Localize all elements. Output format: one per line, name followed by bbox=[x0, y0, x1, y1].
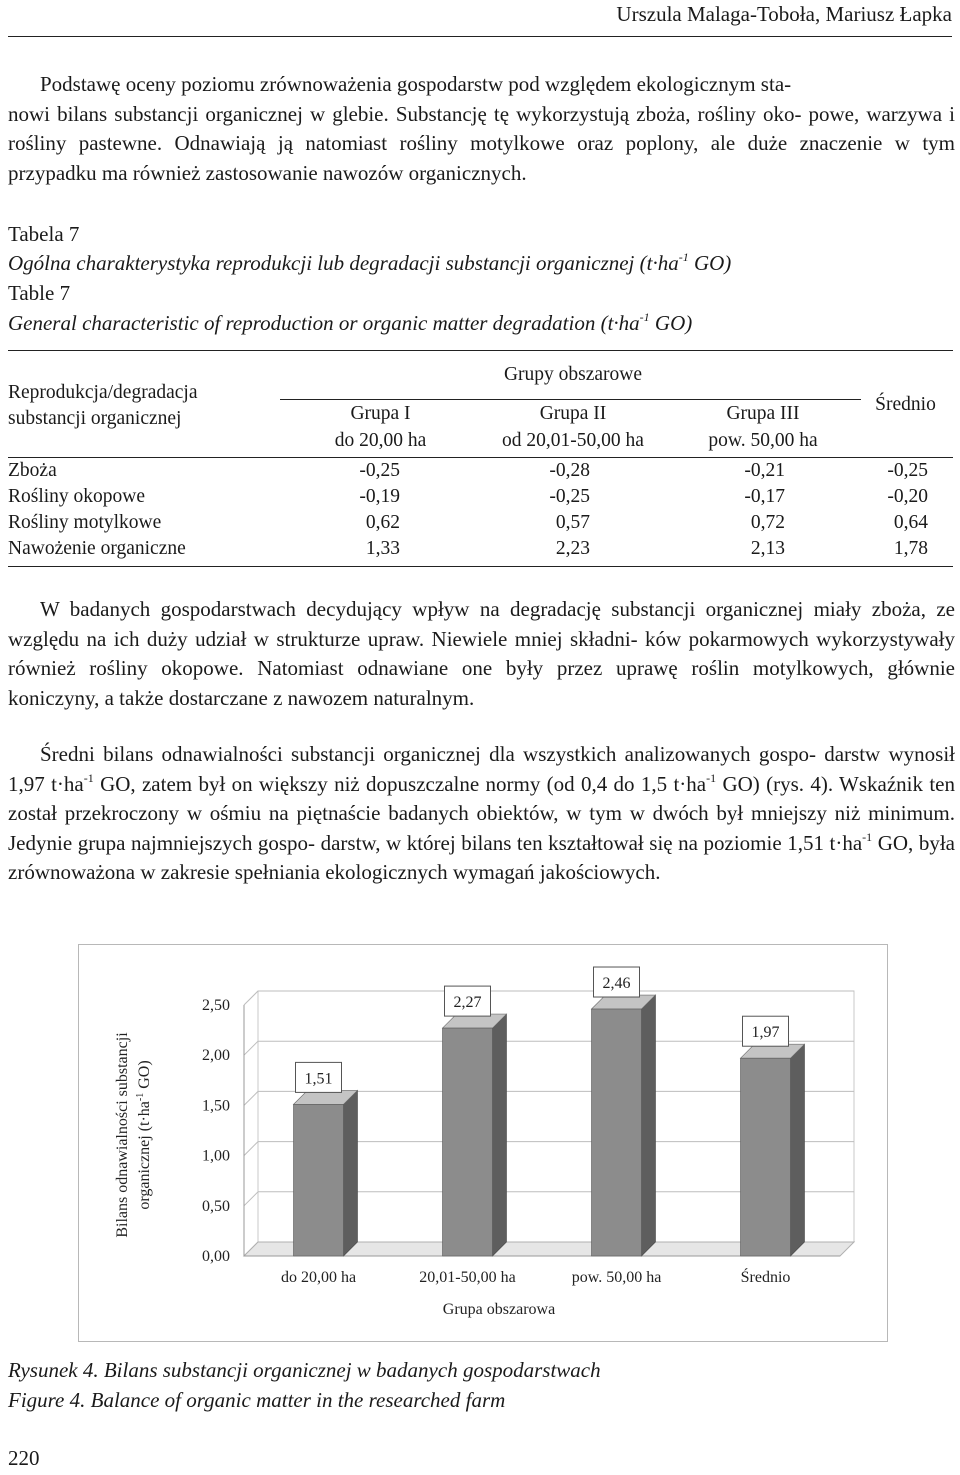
table-header-rule bbox=[8, 457, 953, 458]
cell-grupa-3: 2,13 bbox=[750, 538, 785, 559]
gridline-depth bbox=[244, 991, 258, 1005]
dot-operator: · bbox=[56, 771, 64, 796]
col-header-grupa-2-range: od 20,01-50,00 ha bbox=[502, 430, 644, 451]
paragraph-balance-part2: GO, zatem był on większy niż dopuszczalne normy (od 0,4 do 1,5 t bbox=[93, 771, 680, 796]
bar-side bbox=[344, 1090, 358, 1256]
y-axis-title-line2-text: organicznej (t·ha bbox=[136, 1101, 153, 1210]
unit-sup: -1 bbox=[862, 829, 873, 844]
paragraph-balance bbox=[8, 740, 955, 888]
bar-side bbox=[493, 1014, 507, 1256]
page-number: 220 bbox=[8, 1446, 40, 1470]
row-header-line1: Reprodukcja/degradacja bbox=[8, 382, 198, 403]
data-label: 2,46 bbox=[602, 975, 631, 993]
cell-grupa-1: -0,25 bbox=[359, 460, 400, 481]
gridline-depth bbox=[244, 1091, 258, 1105]
bar-side bbox=[642, 995, 656, 1256]
gridline-depth bbox=[244, 1041, 258, 1055]
cell-grupa-3: -0,17 bbox=[744, 486, 785, 507]
dot-operator: · bbox=[679, 771, 687, 796]
col-header-grupa-3: Grupa III bbox=[726, 403, 800, 424]
unit-ha: ha bbox=[686, 771, 707, 796]
figure-caption-pl: Rysunek 4. Bilans substancji organicznej w badanych gospodarstwach bbox=[8, 1358, 601, 1382]
paragraph-balance-part1: Średni bilans odnawialności substancji organicznej dla wszystkich analizowanych gospo- darstw wynosił 1,97 t bbox=[8, 742, 955, 796]
dot-operator: · bbox=[835, 830, 843, 855]
x-axis-title: Grupa obszarowa bbox=[442, 1301, 556, 1318]
bar bbox=[443, 1028, 493, 1256]
bar bbox=[741, 1058, 791, 1256]
bar bbox=[592, 1009, 642, 1256]
gridline-depth bbox=[244, 1192, 258, 1206]
unit-ha: ha bbox=[63, 771, 84, 796]
paragraph-intro bbox=[8, 70, 955, 188]
row-label: Rośliny motylkowe bbox=[8, 512, 162, 533]
table-top-rule bbox=[8, 350, 953, 351]
col-header-srednio: Średnio bbox=[875, 394, 936, 415]
cell-grupa-1: 1,33 bbox=[365, 538, 400, 559]
col-header-grupa-2: Grupa II bbox=[539, 403, 607, 424]
unit-ha: ha bbox=[842, 830, 863, 855]
figure-caption-en: Figure 4. Balance of organic matter in the researched farm bbox=[8, 1388, 506, 1412]
row-header-line2: substancji organicznej bbox=[8, 408, 182, 429]
data-label: 2,27 bbox=[453, 994, 482, 1012]
table-title-en-b: ha bbox=[618, 311, 640, 335]
cell-srednio: -0,20 bbox=[887, 486, 928, 507]
table-title-en bbox=[8, 309, 692, 338]
data-label: 1,97 bbox=[751, 1024, 780, 1042]
row-label: Zboża bbox=[8, 460, 57, 481]
data-label: 1,51 bbox=[304, 1070, 333, 1088]
cell-grupa-2: 2,23 bbox=[555, 538, 590, 559]
col-header-grupa-1-range: do 20,00 ha bbox=[334, 430, 427, 451]
running-head-authors: Urszula Malaga-Toboła, Mariusz Łapka bbox=[616, 2, 952, 26]
table-title-en-c: GO) bbox=[649, 311, 693, 335]
bar bbox=[294, 1104, 344, 1256]
dot-operator: · bbox=[652, 251, 658, 275]
y-tick-label: 2,50 bbox=[202, 997, 230, 1014]
y-tick-label: 2,00 bbox=[202, 1047, 230, 1065]
row-label: Rośliny okopowe bbox=[8, 486, 146, 507]
cell-srednio: -0,25 bbox=[887, 460, 928, 481]
bar-side bbox=[791, 1044, 805, 1256]
y-axis-title-line2 bbox=[135, 1060, 153, 1209]
cell-grupa-1: -0,19 bbox=[359, 486, 400, 507]
table-bottom-rule bbox=[8, 566, 953, 567]
gridline-depth bbox=[244, 1142, 258, 1156]
y-tick-label: 1,50 bbox=[202, 1097, 230, 1115]
cell-grupa-3: 0,72 bbox=[750, 512, 785, 533]
header-rule bbox=[8, 36, 952, 37]
table-title-en-a: General characteristic of reproduction or organic matter degradation (t bbox=[8, 311, 614, 335]
group-header-rule bbox=[280, 399, 861, 400]
y-axis-title-line2-end: GO) bbox=[136, 1060, 153, 1093]
dot-operator: · bbox=[613, 311, 619, 335]
paragraph-degradation: W badanych gospodarstwach decydujący wpływ na degradację substancji organicznej miały zboża, ze względu na ich duży udział w strukturze upraw. Niewiele mniej składni- ków pokarmowych wykorzystywały również rośliny okopowe. Natomiast odnawiane one były przez uprawę roślin motylkowych, głównie koniczyny, a także dostarczane z nawozem naturalnym. bbox=[8, 597, 955, 710]
table-title-pl-a: Ogólna charakterystyka reprodukcji lub degradacji substancji organicznej (t bbox=[8, 251, 653, 275]
y-tick-label: 1,00 bbox=[202, 1147, 230, 1165]
unit-sup: -1 bbox=[83, 770, 94, 785]
table-title-pl-c: GO) bbox=[688, 251, 732, 275]
y-tick-label: 0,50 bbox=[202, 1197, 230, 1215]
cell-srednio: 0,64 bbox=[893, 512, 928, 533]
x-tick-label: Średnio bbox=[740, 1269, 791, 1286]
x-tick-label: pow. 50,00 ha bbox=[571, 1269, 662, 1286]
cell-grupa-1: 0,62 bbox=[365, 512, 400, 533]
unit-sup: -1 bbox=[706, 770, 717, 785]
paragraph-balance-part3: GO) (rys. 4). Wskaźnik ten został przekroczony w ośmiu na piętnaście badanych obiektów, w tym w dwóch był mniejszy niż minimum. Jedynie grupa najmniejszych gospo- darstw, w której bilans ten kształtował się na poziomie 1,51 t bbox=[8, 771, 955, 855]
x-tick-label: 20,01-50,00 ha bbox=[419, 1269, 516, 1286]
table-label-pl: Tabela 7 bbox=[8, 222, 80, 246]
y-tick-label: 0,00 bbox=[202, 1248, 230, 1265]
x-tick-label: do 20,00 ha bbox=[280, 1269, 357, 1286]
row-label: Nawożenie organiczne bbox=[8, 538, 186, 559]
y-axis-title-sup: -1 bbox=[135, 1092, 146, 1102]
cell-grupa-2: -0,25 bbox=[549, 486, 590, 507]
cell-grupa-3: -0,21 bbox=[744, 460, 785, 481]
bar-chart-svg bbox=[79, 945, 887, 1341]
paragraph-balance-part4: GO, była zrównoważona w zakresie spełniania ekologicznych wymagań jakościowych. bbox=[8, 830, 955, 884]
paragraph-intro-line1: Podstawę oceny poziomu zrównoważenia gospodarstw pod względem ekologicznym sta- bbox=[40, 72, 792, 96]
y-axis-title-line1: Bilans odnawialności substancji bbox=[114, 1032, 131, 1238]
cell-grupa-2: 0,57 bbox=[555, 512, 590, 533]
table-title-pl-b: ha bbox=[657, 251, 679, 275]
paragraph-intro-rest: nowi bilans substancji organicznej w glebie. Substancję tę wykorzystują zboża, rośliny oko- powe, warzywa i rośliny pastewne. Odnawiają ją natomiast rośliny motylkowe oraz poplony, ale duże znaczenie w tym przypadku ma również zastosowanie nawozów organicznych. bbox=[8, 101, 955, 185]
group-header: Grupy obszarowe bbox=[503, 364, 643, 385]
table-title-pl bbox=[8, 249, 731, 278]
figure-bar-chart bbox=[78, 944, 888, 1342]
col-header-grupa-1: Grupa I bbox=[350, 403, 411, 424]
col-header-grupa-3-range: pow. 50,00 ha bbox=[708, 430, 818, 451]
cell-srednio: 1,78 bbox=[893, 538, 928, 559]
table-label-en: Table 7 bbox=[8, 281, 71, 305]
table-title-pl-sup: -1 bbox=[678, 250, 689, 264]
cell-grupa-2: -0,28 bbox=[549, 460, 590, 481]
table-title-en-sup: -1 bbox=[639, 310, 650, 324]
data-table bbox=[8, 350, 953, 568]
